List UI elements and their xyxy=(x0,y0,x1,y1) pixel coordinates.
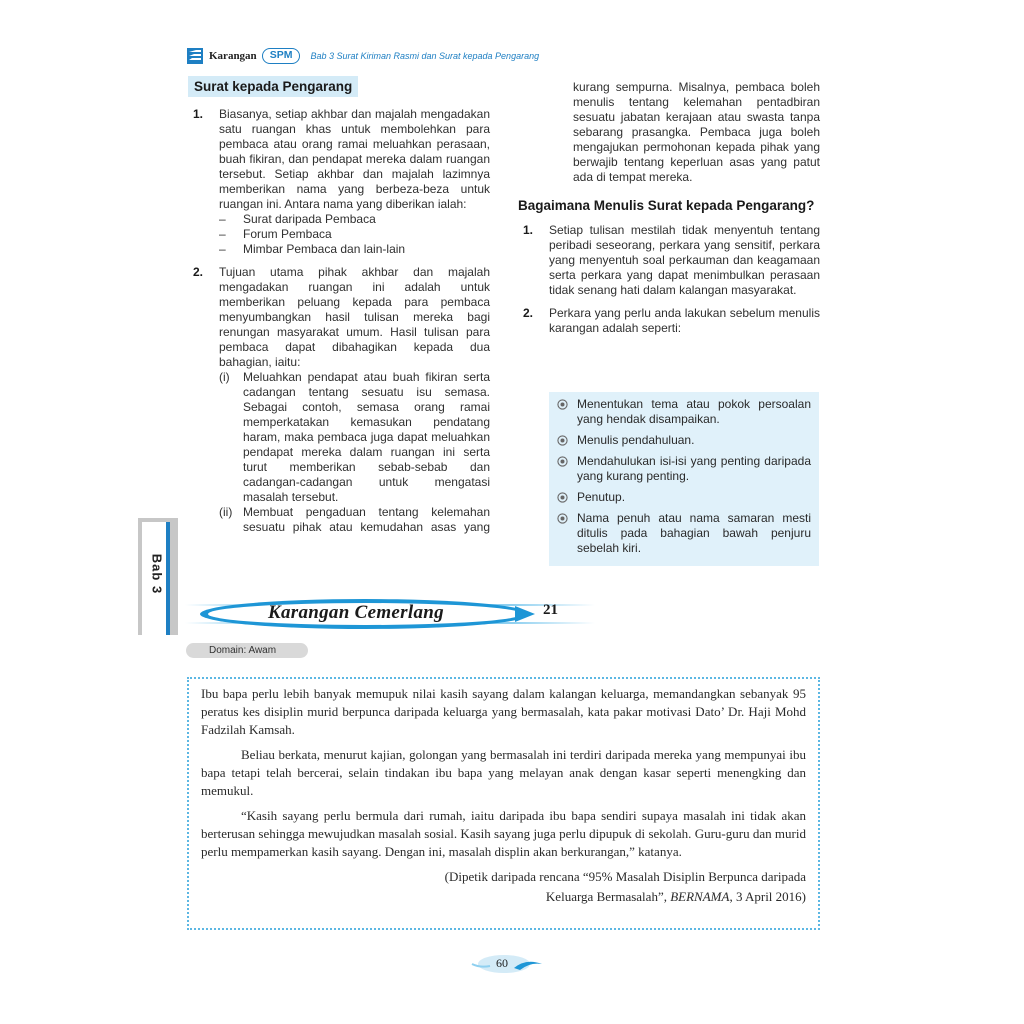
item-text: Tujuan utama pihak akhbar dan majalah mengadakan ruangan ini adalah untuk memberikan peluang kepada para pembaca menyumbangkan hasil tulisan mereka bagi renungan masyarakat umum. Hasil tulisan para pembaca dapat dibahagikan kepada dua bahagian, iaitu: xyxy=(219,265,490,369)
checklist-text: Mendahulukan isi-isi yang penting daripada yang kurang penting. xyxy=(577,454,811,483)
spm-badge: SPM xyxy=(262,48,301,64)
dash-text: Mimbar Pembaca dan lain-lain xyxy=(243,242,406,256)
item-number: 1. xyxy=(523,223,534,237)
banner-number: 21 xyxy=(543,602,558,618)
roman-text: Meluahkan pendapat atau buah fikiran serta cadangan tentang sesuatu isu semasa. Sebagai contoh, semasa orang ramai memperkatakan kemasukan pendatang haram, maka pembaca juga dapat meluahkan pendapat mereka dalam ruangan ini serta turut memberikan sebab-sebab dan cadangan-cadangan untuk mengatasi masalah tersebut. xyxy=(243,370,490,504)
article-box xyxy=(187,677,820,930)
checklist-text: Menentukan tema atau pokok persoalan yang hendak disampaikan. xyxy=(577,397,811,426)
roman-marker: (i) xyxy=(219,370,230,384)
source-prefix: Keluarga Bermasalah”, xyxy=(545,889,667,904)
checklist-text: Nama penuh atau nama samaran mesti ditulis pada bahagian bawah penjuru sebelah kiri. xyxy=(577,511,811,555)
checklist-item xyxy=(557,511,811,556)
dash-text: Forum Pembaca xyxy=(243,227,332,241)
flower-bullet-icon xyxy=(557,513,568,524)
subsection-heading: Bagaimana Menulis Surat kepada Pengarang? xyxy=(518,198,815,213)
checklist-text: Menulis pendahuluan. xyxy=(577,433,695,447)
dash-marker: – xyxy=(219,227,226,241)
checklist-text: Penutup. xyxy=(577,490,626,504)
checklist-item xyxy=(557,454,811,484)
banner-title: Karangan Cemerlang xyxy=(268,602,444,623)
chapter-title: Bab 3 Surat Kiriman Rasmi dan Surat kepada Pengarang xyxy=(310,51,540,61)
dash-marker: – xyxy=(219,212,226,226)
article-paragraph: Ibu bapa perlu lebih banyak memupuk nilai kasih sayang dalam kalangan keluarga, memandangkan sebanyak 95 peratus kes disiplin murid berpunca daripada keluarga yang bermasalah, kata pakar motivasi Dato’ Dr. Haji Mohd Fadzilah Kamsah. xyxy=(201,686,806,737)
book-logo-icon xyxy=(187,48,203,64)
right-column xyxy=(518,80,820,344)
checklist-item xyxy=(557,490,811,505)
dash-marker: – xyxy=(219,242,226,256)
left-column xyxy=(188,76,490,543)
domain-label: Domain: Awam xyxy=(186,643,308,658)
item-text: Biasanya, setiap akhbar dan majalah mengadakan satu ruangan khas untuk membolehkan para pembaca atau orang ramai meluahkan perasaan, buah fikiran, dan pendapat mereka dalam ruangan tersebut. Setiap akhbar dan majalah lazimnya memberikan nama yang berbeza-beza untuk ruangan ini. Antara nama yang diberikan ialah: xyxy=(219,107,490,211)
flower-bullet-icon xyxy=(557,456,568,467)
item-number: 2. xyxy=(523,306,534,320)
roman-item xyxy=(219,370,490,505)
page-number: 60 xyxy=(496,956,508,970)
article-source-line xyxy=(201,888,806,906)
article-paragraph: “Kasih sayang perlu bermula dari rumah, iaitu daripada ibu bapa sendiri supaya masalah ini tidak akan berterusan sehingga mewujudkan masalah sosial. Kasih sayang juga perlu dipupuk di sekolah. Guru-guru dan murid perlu mempamerkan kasih sayang. Dengan ini, masalah displin akan berkurangan,” katanya. xyxy=(201,808,806,859)
flower-bullet-icon xyxy=(557,435,568,446)
continuation-paragraph: kurang sempurna. Misalnya, pembaca boleh menulis tentang kelemahan pentadbiran sesuatu jabatan kerajaan atau swasta tanpa sebarang prasangka. Pembaca juga boleh mengajukan permohonan kepada pihak yang berwajib tentang keperluan asas yang patut ada di tempat mereka. xyxy=(573,80,820,184)
source-date: , 3 April 2016) xyxy=(729,889,806,904)
checklist-item xyxy=(557,433,811,448)
item-number: 2. xyxy=(193,265,204,279)
item-text: Setiap tulisan mestilah tidak menyentuh tentang peribadi seseorang, perkara yang sensitif, perkara yang menyentuh soal perkauman dan keagamaan serta perkara yang dapat menimbulkan perasaan tidak senang hati dalam kalangan masyarakat. xyxy=(549,223,820,297)
source-publisher: BERNAMA xyxy=(670,889,730,904)
dash-text: Surat daripada Pembaca xyxy=(243,212,376,226)
numbered-item-1 xyxy=(188,107,490,257)
checklist-box xyxy=(549,392,819,566)
numbered-item-2 xyxy=(188,265,490,535)
book-name: Karangan xyxy=(209,50,257,62)
numbered-item-1 xyxy=(518,223,820,298)
chapter-side-tab xyxy=(138,518,178,635)
flower-bullet-icon xyxy=(557,399,568,410)
roman-marker: (ii) xyxy=(219,505,233,519)
roman-text: Membuat pengaduan tentang kelemahan sesuatu pihak atau kemudahan asas yang xyxy=(243,505,490,534)
dash-item xyxy=(219,212,490,227)
item-text: Perkara yang perlu anda lakukan sebelum menulis karangan adalah seperti: xyxy=(549,306,820,335)
section-heading: Surat kepada Pengarang xyxy=(188,76,358,97)
running-header xyxy=(187,46,539,66)
numbered-item-2 xyxy=(518,306,820,336)
dash-item xyxy=(219,242,490,257)
article-paragraph: Beliau berkata, menurut kajian, golongan yang bermasalah ini terdiri daripada mereka yang mempunyai ibu bapa tetapi telah bercerai, selain tindakan ibu bapa yang melayan anak dengan kasar seperti menengking dan memukul. xyxy=(201,747,806,798)
article-source-line: (Dipetik daripada rencana “95% Masalah Disiplin Berpunca daripada xyxy=(444,869,806,884)
flower-bullet-icon xyxy=(557,492,568,503)
roman-item xyxy=(219,505,490,535)
side-tab-label: Bab 3 xyxy=(149,553,165,595)
dash-item xyxy=(219,227,490,242)
checklist-item xyxy=(557,397,811,427)
item-number: 1. xyxy=(193,107,204,121)
